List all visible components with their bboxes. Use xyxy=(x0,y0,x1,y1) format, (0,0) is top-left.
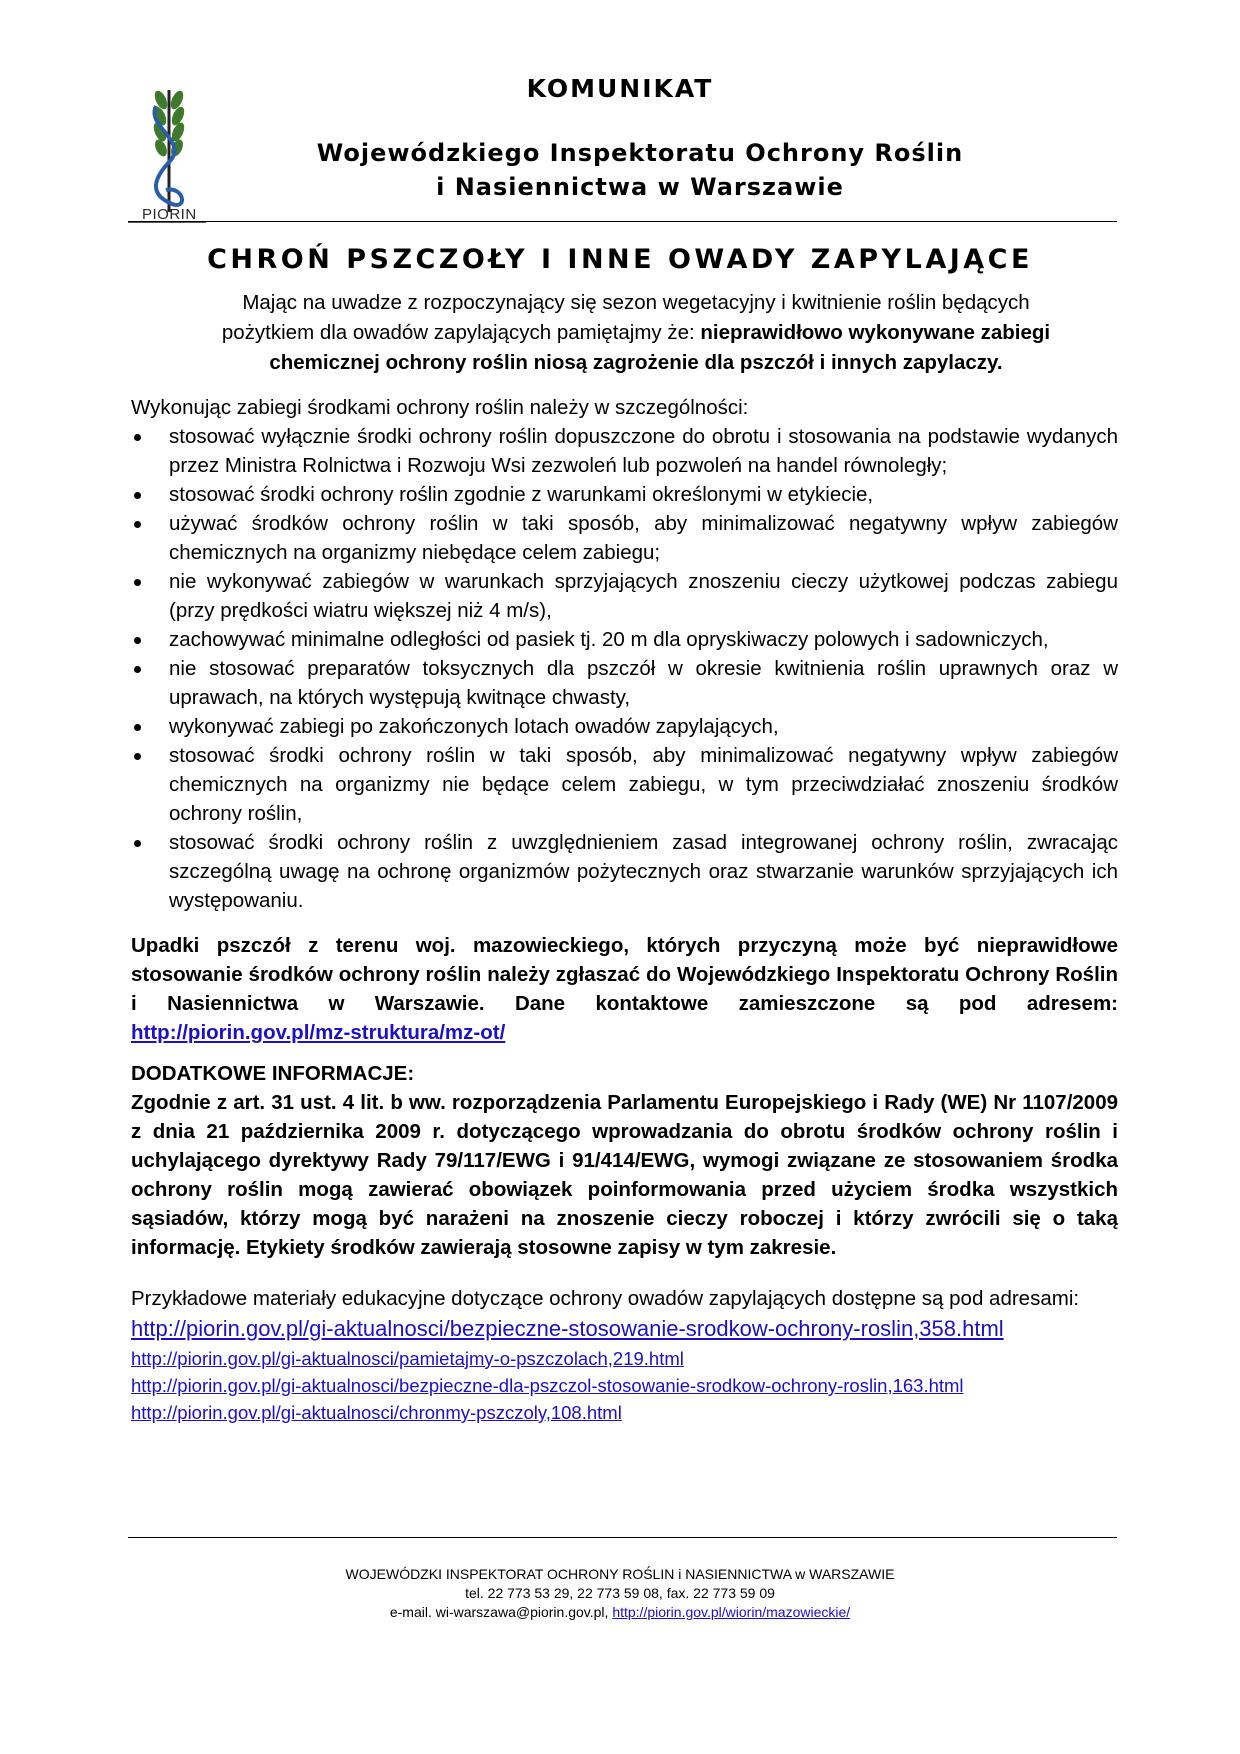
footer-divider xyxy=(128,1537,1117,1538)
intro-paragraph xyxy=(196,288,1076,378)
list-item: nie stosować preparatów toksycznych dla pszczół w okresie kwitnienia roślin uprawnych oraz w uprawach, na których występują kwitnące chwasty, xyxy=(131,654,1118,712)
list-item: stosować środki ochrony roślin zgodnie z warunkami określonymi w etykiecie, xyxy=(131,480,1118,509)
header-divider xyxy=(128,221,1117,222)
footer-email: e-mail. wi-warszawa@piorin.gov.pl, xyxy=(389,1604,613,1620)
footer-website-link[interactable]: http://piorin.gov.pl/wiorin/mazowieckie/ xyxy=(612,1604,851,1620)
header-subtitle-line1: Wojewódzkiego Inspektoratu Ochrony Roślin xyxy=(316,139,964,167)
footer-institution: WOJEWÓDZKI INSPEKTORAT OCHRONY ROŚLIN i NASIENNICTWA w WARSZAWIE xyxy=(345,1566,895,1582)
recommendations-lead: Wykonując zabiegi środkami ochrony roślin należy w szczególności: xyxy=(131,396,749,419)
intro-bold-text: nieprawidłowo wykonywane zabiegi chemicznej ochrony roślin niosą zagrożenie dla pszczół i innych zapylaczy. xyxy=(269,321,1051,374)
report-contact-link[interactable]: http://piorin.gov.pl/mz-struktura/mz-ot/ xyxy=(131,1021,506,1044)
materials-link[interactable]: http://piorin.gov.pl/gi-aktualnosci/chronmy-pszczoly,108.html xyxy=(131,1402,622,1423)
materials-link[interactable]: http://piorin.gov.pl/gi-aktualnosci/bezpieczne-dla-pszczol-stosowanie-srodkow-ochrony-roslin,163.html xyxy=(131,1375,964,1396)
footer xyxy=(200,1565,1040,1622)
report-paragraph xyxy=(131,931,1118,1047)
additional-text: Zgodnie z art. 31 ust. 4 lit. b ww. rozporządzenia Parlamentu Europejskiego i Rady (WE) Nr 1107/2009 z dnia 21 października 2009 r. dotyczącego wprowadzania do obrotu środków ochrony roślin i uchylającego dyrektywy Rady 79/117/EWG i 91/414/EWG, wymogi związane ze stosowaniem środka ochrony roślin mogą zawierać obowiązek poinformowania przed użyciem środka wszystkich sąsiadów, którzy mogą być narażeni na znoszenie cieczy roboczej i którzy zwrócili się o taką informację. Etykiety środków zawierają stosowne zapisy w tym zakresie. xyxy=(131,1091,1118,1259)
list-item: zachowywać minimalne odległości od pasiek tj. 20 m dla opryskiwaczy polowych i sadowniczych, xyxy=(131,625,1118,654)
additional-heading: DODATKOWE INFORMACJE: xyxy=(131,1062,415,1085)
report-text: Upadki pszczół z terenu woj. mazowieckiego, których przyczyną może być nieprawidłowe stosowanie środków ochrony roślin należy zgłaszać do Wojewódzkiego Inspektoratu Ochrony Roślin i Nasiennictwa w Warszawie. Dane kontaktowe zamieszczone są pod adresem: xyxy=(131,934,1118,1015)
materials-text: Przykładowe materiały edukacyjne dotyczące ochrony owadów zapylających dostępne są pod adresami: xyxy=(131,1287,1080,1310)
intro-normal-text: Mając na uwadze z rozpoczynający się sezon wegetacyjny i kwitnienie roślin będących pożytkiem dla owadów zapylających pamiętajmy że: xyxy=(221,291,1030,344)
piorin-logo xyxy=(126,86,212,226)
header-subtitle xyxy=(240,136,1040,204)
list-item: wykonywać zabiegi po zakończonych lotach owadów zapylających, xyxy=(131,712,1118,741)
footer-phone: tel. 22 773 53 29, 22 773 59 08, fax. 22 773 59 09 xyxy=(465,1585,775,1601)
list-item: używać środków ochrony roślin w taki sposób, aby minimalizować negatywny wpływ zabiegów chemicznych na organizmy niebędące celem zabiegu; xyxy=(131,509,1118,567)
materials-links xyxy=(131,1313,1118,1426)
materials-link[interactable]: http://piorin.gov.pl/gi-aktualnosci/bezpieczne-stosowanie-srodkow-ochrony-roslin,358.html xyxy=(131,1316,1004,1341)
list-item: stosować środki ochrony roślin z uwzględnieniem zasad integrowanej ochrony roślin, zwracając szczególną uwagę na ochronę organizmów pożytecznych oraz stwarzanie warunków sprzyjających ich występowaniu. xyxy=(131,828,1118,915)
logo-text: PIORIN xyxy=(142,206,197,223)
main-title: CHROŃ PSZCZOŁY I INNE OWADY ZAPYLAJĄCE xyxy=(207,244,1033,275)
recommendations-list xyxy=(131,422,1118,915)
list-item: stosować środki ochrony roślin w taki sposób, aby minimalizować negatywny wpływ zabiegów chemicznych na organizmy nie będące celem zabiegu, w tym przeciwdziałać znoszeniu środków ochrony roślin, xyxy=(131,741,1118,828)
footer-contact xyxy=(200,1603,1040,1622)
header-subtitle-line2: i Nasiennictwa w Warszawie xyxy=(436,173,844,201)
main-content xyxy=(131,393,1118,1426)
list-item: stosować wyłącznie środki ochrony roślin dopuszczone do obrotu i stosowania na podstawie wydanych przez Ministra Rolnictwa i Rozwoju Wsi zezwoleń lub pozwoleń na handel równoległy; xyxy=(131,422,1118,480)
list-item: nie wykonywać zabiegów w warunkach sprzyjających znoszeniu cieczy użytkowej podczas zabiegu (przy prędkości wiatru większej niż 4 m/s), xyxy=(131,567,1118,625)
materials-link[interactable]: http://piorin.gov.pl/gi-aktualnosci/pamietajmy-o-pszczolach,219.html xyxy=(131,1348,684,1369)
header-title: KOMUNIKAT xyxy=(526,74,714,103)
wheat-snake-icon xyxy=(126,86,212,226)
